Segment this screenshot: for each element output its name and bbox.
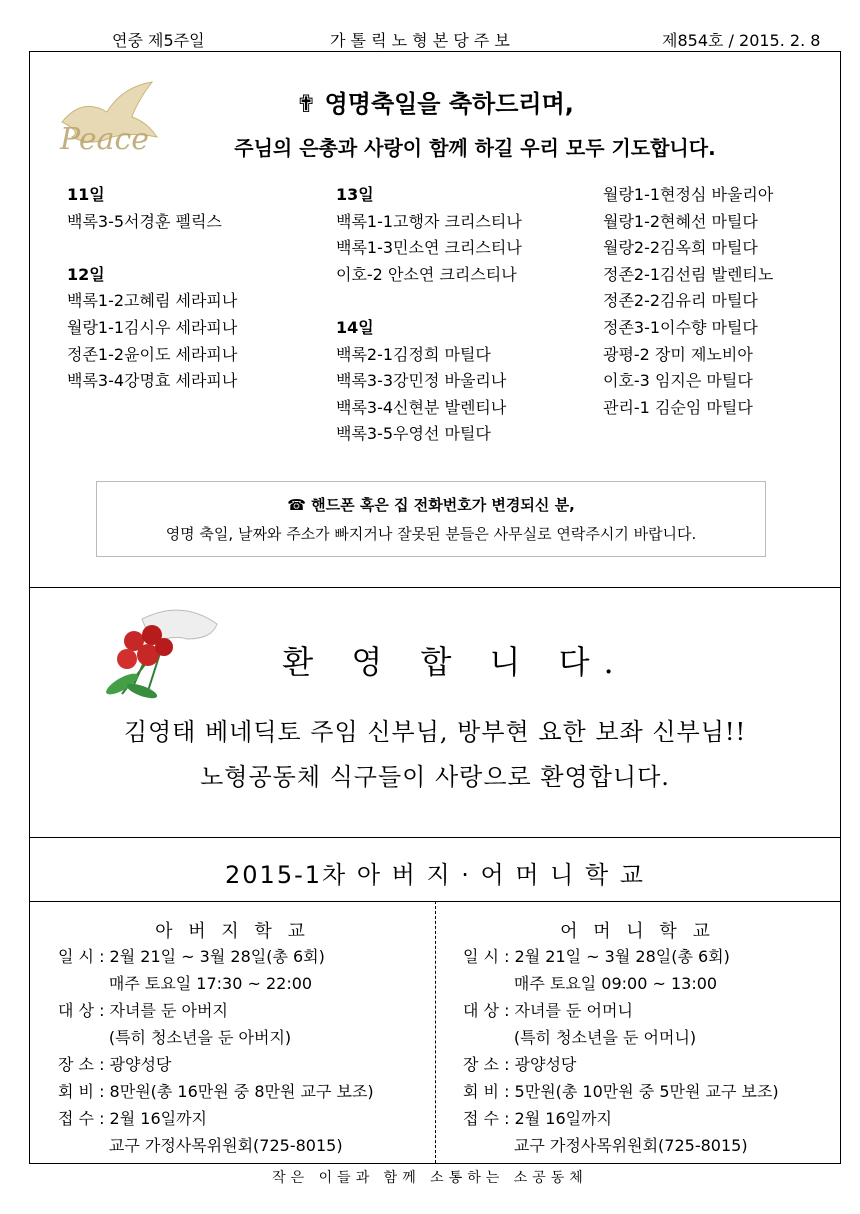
school-details-section [30, 901, 840, 1163]
list-item: 교구 가정사목위원회(725-8015) [463, 1136, 748, 1155]
school-title-section [30, 837, 840, 902]
day-label: 11일 [67, 185, 105, 204]
father-school-title: 아 버 지 학 교 [155, 921, 310, 942]
day-label: 12일 [67, 264, 105, 284]
bulletin-footer: 작은 이들과 함께 소통하는 소공동체 [272, 1170, 588, 1186]
list-item: 백록1-3민소연 크리스티나 [336, 238, 522, 258]
school-title: 2015-1차 아 버 지 · 어 머 니 학 교 [225, 861, 645, 889]
list-item: 정존1-2윤이도 세라피나 [67, 344, 238, 364]
list-item: 대 상 : 자녀를 둔 어머니 [463, 1001, 633, 1020]
list-item: 백록2-1김정희 마틸다 [336, 344, 491, 364]
logo-text: Peace [60, 122, 150, 157]
list-item: 매주 토요일 17:30 ~ 22:00 [58, 974, 313, 993]
list-item: 월랑1-1김시우 세라피나 [67, 317, 238, 337]
list-item: 백록3-5우영선 마틸다 [336, 424, 491, 444]
bulletin-header [0, 28, 860, 52]
father-school-panel [30, 901, 436, 1163]
list-item: 정존3-1이수향 마틸다 [603, 317, 758, 337]
list-item: 일 시 : 2월 21일 ~ 3월 28일(총 6회) [58, 947, 325, 966]
notice-line-1: ☎ 핸드폰 혹은 집 전화번호가 변경되신 분, [287, 496, 575, 514]
list-item: 회 비 : 8만원(총 16만원 중 8만원 교구 보조) [58, 1082, 374, 1101]
list-item: (특히 청소년을 둔 아버지) [58, 1028, 292, 1047]
feast-column-2 [336, 182, 522, 448]
welcome-title: 환 영 합 니 다. [282, 643, 628, 681]
feast-column-1 [67, 182, 237, 395]
list-item: 장 소 : 광양성당 [463, 1055, 577, 1074]
day-label: 13일 [336, 185, 374, 204]
list-item: 매주 토요일 09:00 ~ 13:00 [463, 974, 718, 993]
list-item: 회 비 : 5만원(총 10만원 중 5만원 교구 보조) [463, 1082, 779, 1101]
list-item: 이호-2 안소연 크리스티나 [336, 264, 517, 284]
list-item: 접 수 : 2월 16일까지 [463, 1109, 613, 1128]
feast-day-section [30, 52, 840, 588]
feast-column-3 [603, 182, 773, 421]
contact-notice-box [96, 481, 766, 557]
list-item: 정존2-2김유리 마틸다 [603, 291, 758, 311]
welcome-section [30, 587, 840, 838]
feast-title: ✟ 영명축일을 축하드리며, [296, 90, 574, 118]
welcome-line-1: 김영태 베네딕토 주임 신부님, 방부현 요한 보좌 신부님!! [123, 718, 747, 746]
list-item: 백록3-4강명효 세라피나 [67, 371, 238, 391]
list-item: 백록1-2고혜림 세라피나 [67, 291, 238, 311]
list-item: 백록3-4신현분 발렌티나 [336, 397, 507, 417]
mother-school-title: 어 머 니 학 교 [560, 921, 715, 942]
list-item: 광평-2 장미 제노비아 [603, 344, 753, 364]
list-item: (특히 청소년을 둔 어머니) [463, 1028, 697, 1047]
list-item: 월랑1-2현혜선 마틸다 [603, 211, 758, 231]
feast-subtitle: 주님의 은총과 사랑이 함께 하길 우리 모두 기도합니다. [234, 136, 716, 160]
bulletin-name: 가 톨 릭 노 형 본 당 주 보 [330, 31, 510, 50]
list-item: 교구 가정사목위원회(725-8015) [58, 1136, 343, 1155]
list-item: 이호-3 임지은 마틸다 [603, 371, 753, 391]
welcome-line-2: 노형공동체 식구들이 사랑으로 환영합니다. [200, 763, 670, 791]
bulletin-frame [29, 51, 841, 1164]
list-item: 장 소 : 광양성당 [58, 1055, 172, 1074]
list-item: 백록1-1고행자 크리스티나 [336, 211, 522, 231]
mother-school-panel [435, 901, 840, 1163]
list-item: 관리-1 김순임 마틸다 [603, 397, 753, 417]
liturgical-week: 연중 제5주일 [112, 31, 205, 50]
list-item: 월랑2-2김옥희 마틸다 [603, 238, 758, 258]
list-item: 대 상 : 자녀를 둔 아버지 [58, 1001, 228, 1020]
list-item: 백록3-5서경훈 펠릭스 [67, 211, 222, 231]
list-item: 정존2-1김선림 발렌티노 [603, 264, 774, 284]
list-item: 접 수 : 2월 16일까지 [58, 1109, 208, 1128]
list-item: 일 시 : 2월 21일 ~ 3월 28일(총 6회) [463, 947, 730, 966]
issue-date: 제854호 / 2015. 2. 8 [662, 31, 821, 50]
list-item: 월랑1-1현정심 바울리아 [603, 185, 774, 204]
day-label: 14일 [336, 317, 374, 337]
notice-line-2: 영명 축일, 날짜와 주소가 빠지거나 잘못된 분들은 사무실로 연락주시기 바랍니다. [165, 525, 697, 543]
list-item: 백록3-3강민정 바울리나 [336, 371, 507, 391]
